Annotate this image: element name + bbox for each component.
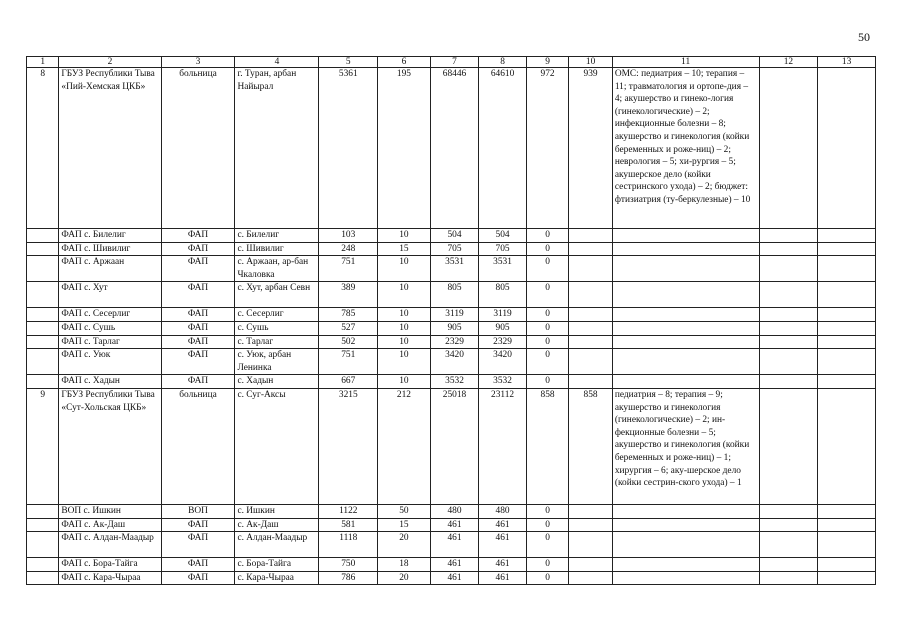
col-12-value	[759, 504, 818, 518]
col-6-value: 10	[378, 375, 431, 389]
col-8-value: 905	[479, 321, 527, 335]
col-12-value	[759, 335, 818, 349]
col-header: 12	[759, 57, 818, 68]
col-13-value	[818, 558, 876, 572]
population: 502	[319, 335, 378, 349]
col-6-value: 10	[378, 256, 431, 282]
col-9-value: 0	[526, 349, 569, 375]
facility-type: ФАП	[161, 242, 235, 256]
col-8-value: 461	[479, 518, 527, 532]
row-number	[27, 558, 59, 572]
table-row	[27, 388, 876, 504]
facility-name: ФАП с. Уюк	[59, 349, 161, 375]
facility-type: ФАП	[161, 335, 235, 349]
col-header: 4	[235, 57, 319, 68]
table-row	[27, 335, 876, 349]
address: с. Бора-Тайга	[235, 558, 319, 572]
col-12-value	[759, 68, 818, 229]
col-8-value: 805	[479, 282, 527, 308]
col-header: 9	[526, 57, 569, 68]
address: с. Шивилиг	[235, 242, 319, 256]
col-7-value: 3420	[430, 349, 479, 375]
facility-type: ФАП	[161, 282, 235, 308]
facility-name: ФАП с. Хут	[59, 282, 161, 308]
facility-name: ГБУЗ Республики Тыва «Пий-Хемская ЦКБ»	[59, 68, 161, 229]
facility-name: ФАП с. Кара-Чыраа	[59, 571, 161, 585]
col-6-value: 10	[378, 349, 431, 375]
row-number	[27, 518, 59, 532]
col-12-value	[759, 375, 818, 389]
address: с. Билелиг	[235, 229, 319, 243]
table-row	[27, 504, 876, 518]
facility-name: ФАП с. Билелиг	[59, 229, 161, 243]
address: с. Тарлаг	[235, 335, 319, 349]
col-6-value: 195	[378, 68, 431, 229]
col-6-value: 20	[378, 532, 431, 558]
facility-type: больница	[161, 388, 235, 504]
col-header: 1	[27, 57, 59, 68]
col-13-value	[818, 308, 876, 322]
population: 667	[319, 375, 378, 389]
address: с. Хут, арбан Севн	[235, 282, 319, 308]
col-12-value	[759, 388, 818, 504]
population: 1118	[319, 532, 378, 558]
facility-type: ФАП	[161, 321, 235, 335]
table-row	[27, 229, 876, 243]
facility-type: ФАП	[161, 349, 235, 375]
col-9-value: 0	[526, 375, 569, 389]
col-13-value	[818, 68, 876, 229]
col-header: 11	[612, 57, 759, 68]
col-13-value	[818, 375, 876, 389]
profile-notes	[612, 229, 759, 243]
col-10-value	[569, 504, 613, 518]
col-9-value: 0	[526, 229, 569, 243]
facility-name: ФАП с. Шивилиг	[59, 242, 161, 256]
col-8-value: 3532	[479, 375, 527, 389]
table-row	[27, 308, 876, 322]
population: 751	[319, 256, 378, 282]
col-8-value: 3119	[479, 308, 527, 322]
address: г. Туран, арбан Найырал	[235, 68, 319, 229]
profile-notes	[612, 558, 759, 572]
col-10-value	[569, 349, 613, 375]
facility-name: ФАП с. Ак-Даш	[59, 518, 161, 532]
profile-notes	[612, 571, 759, 585]
col-9-value: 0	[526, 242, 569, 256]
col-13-value	[818, 349, 876, 375]
population: 103	[319, 229, 378, 243]
table-row	[27, 571, 876, 585]
col-9-value: 972	[526, 68, 569, 229]
facilities-table	[26, 56, 876, 585]
col-10-value	[569, 518, 613, 532]
col-6-value: 10	[378, 229, 431, 243]
col-8-value: 705	[479, 242, 527, 256]
col-12-value	[759, 571, 818, 585]
table-row	[27, 321, 876, 335]
address: с. Ишкин	[235, 504, 319, 518]
col-7-value: 504	[430, 229, 479, 243]
col-7-value: 905	[430, 321, 479, 335]
table-row	[27, 282, 876, 308]
facility-type: ФАП	[161, 229, 235, 243]
col-13-value	[818, 335, 876, 349]
col-6-value: 15	[378, 518, 431, 532]
col-7-value: 705	[430, 242, 479, 256]
col-12-value	[759, 349, 818, 375]
facility-type: ФАП	[161, 256, 235, 282]
col-header: 10	[569, 57, 613, 68]
col-9-value: 0	[526, 282, 569, 308]
facility-type: ФАП	[161, 518, 235, 532]
col-12-value	[759, 558, 818, 572]
row-number	[27, 375, 59, 389]
table-row	[27, 375, 876, 389]
profile-notes	[612, 532, 759, 558]
col-13-value	[818, 282, 876, 308]
col-8-value: 461	[479, 558, 527, 572]
profile-notes	[612, 308, 759, 322]
address: с. Уюк, арбан Ленинка	[235, 349, 319, 375]
table-row	[27, 558, 876, 572]
col-8-value: 64610	[479, 68, 527, 229]
profile-notes	[612, 335, 759, 349]
col-7-value: 68446	[430, 68, 479, 229]
facility-name: ФАП с. Сесерлиг	[59, 308, 161, 322]
col-6-value: 212	[378, 388, 431, 504]
facility-name: ФАП с. Сушь	[59, 321, 161, 335]
facility-type: больница	[161, 68, 235, 229]
profile-notes: ОМС: педиатрия – 10; терапия – 11; травматология и ортопе-дия – 4; акушерство и гинеко-логия (гинекологические) – 2; инфекционные болезни – 8; акушерство и гинекология (койки беременных и роже-ниц) – 2; неврология – 5; хи-рургия – 5; акушерское дело (койки сестринского ухода) – 2; бюджет: фтизиатрия (ту-беркулезные) – 10	[612, 68, 759, 229]
col-8-value: 504	[479, 229, 527, 243]
facility-type: ФАП	[161, 375, 235, 389]
row-number	[27, 335, 59, 349]
population: 750	[319, 558, 378, 572]
col-10-value	[569, 335, 613, 349]
population: 581	[319, 518, 378, 532]
col-10-value	[569, 375, 613, 389]
population: 527	[319, 321, 378, 335]
col-7-value: 3531	[430, 256, 479, 282]
col-12-value	[759, 229, 818, 243]
table-row	[27, 518, 876, 532]
row-number	[27, 504, 59, 518]
col-9-value: 0	[526, 518, 569, 532]
column-number-row	[27, 57, 876, 68]
profile-notes	[612, 242, 759, 256]
col-8-value: 461	[479, 571, 527, 585]
facility-name: ВОП с. Ишкин	[59, 504, 161, 518]
row-number	[27, 256, 59, 282]
address: с. Суг-Аксы	[235, 388, 319, 504]
col-13-value	[818, 229, 876, 243]
col-12-value	[759, 518, 818, 532]
col-6-value: 10	[378, 335, 431, 349]
col-10-value	[569, 229, 613, 243]
facility-type: ФАП	[161, 558, 235, 572]
col-7-value: 2329	[430, 335, 479, 349]
facility-type: ВОП	[161, 504, 235, 518]
address: с. Алдан-Маадыр	[235, 532, 319, 558]
profile-notes	[612, 504, 759, 518]
population: 389	[319, 282, 378, 308]
col-10-value: 939	[569, 68, 613, 229]
population: 785	[319, 308, 378, 322]
col-6-value: 20	[378, 571, 431, 585]
col-10-value: 858	[569, 388, 613, 504]
row-number	[27, 321, 59, 335]
row-number: 8	[27, 68, 59, 229]
address: с. Аржаан, ар-бан Чкаловка	[235, 256, 319, 282]
address: с. Сушь	[235, 321, 319, 335]
table-row	[27, 349, 876, 375]
col-12-value	[759, 256, 818, 282]
facility-name: ФАП с. Тарлаг	[59, 335, 161, 349]
table-row	[27, 242, 876, 256]
row-number	[27, 282, 59, 308]
col-6-value: 10	[378, 282, 431, 308]
table-row	[27, 256, 876, 282]
col-6-value: 10	[378, 321, 431, 335]
col-10-value	[569, 558, 613, 572]
col-9-value: 0	[526, 504, 569, 518]
population: 786	[319, 571, 378, 585]
col-13-value	[818, 242, 876, 256]
col-8-value: 23112	[479, 388, 527, 504]
facility-name: ФАП с. Бора-Тайга	[59, 558, 161, 572]
col-13-value	[818, 532, 876, 558]
col-7-value: 25018	[430, 388, 479, 504]
col-9-value: 858	[526, 388, 569, 504]
col-6-value: 15	[378, 242, 431, 256]
col-7-value: 461	[430, 571, 479, 585]
page-number: 50	[858, 30, 870, 44]
col-13-value	[818, 321, 876, 335]
population: 751	[319, 349, 378, 375]
address: с. Кара-Чыраа	[235, 571, 319, 585]
profile-notes	[612, 256, 759, 282]
row-number	[27, 229, 59, 243]
col-9-value: 0	[526, 532, 569, 558]
address: с. Сесерлиг	[235, 308, 319, 322]
row-number	[27, 242, 59, 256]
col-10-value	[569, 532, 613, 558]
facility-name: ФАП с. Алдан-Маадыр	[59, 532, 161, 558]
col-header: 3	[161, 57, 235, 68]
population: 3215	[319, 388, 378, 504]
col-8-value: 480	[479, 504, 527, 518]
facility-name: ФАП с. Хадын	[59, 375, 161, 389]
profile-notes	[612, 518, 759, 532]
profile-notes: педиатрия – 8; терапия – 9; акушерство и гинекология (гинекологические) – 2; ин-фекционные болезни – 5; акушерство и гинекология (койки беременных и роже-ниц) – 1; хирургия – 6; аку-шерское дело (койки сестрин-ского ухода) – 1	[612, 388, 759, 504]
col-8-value: 461	[479, 532, 527, 558]
col-header: 8	[479, 57, 527, 68]
population: 5361	[319, 68, 378, 229]
col-8-value: 2329	[479, 335, 527, 349]
col-6-value: 10	[378, 308, 431, 322]
col-13-value	[818, 504, 876, 518]
col-12-value	[759, 242, 818, 256]
col-13-value	[818, 388, 876, 504]
col-12-value	[759, 321, 818, 335]
col-10-value	[569, 308, 613, 322]
facility-type: ФАП	[161, 571, 235, 585]
profile-notes	[612, 321, 759, 335]
address: с. Хадын	[235, 375, 319, 389]
col-header: 5	[319, 57, 378, 68]
col-7-value: 3119	[430, 308, 479, 322]
col-9-value: 0	[526, 335, 569, 349]
col-9-value: 0	[526, 256, 569, 282]
col-9-value: 0	[526, 321, 569, 335]
col-10-value	[569, 571, 613, 585]
profile-notes	[612, 282, 759, 308]
table-row	[27, 68, 876, 229]
table-row	[27, 532, 876, 558]
population: 1122	[319, 504, 378, 518]
facility-name: ФАП с. Аржаан	[59, 256, 161, 282]
facility-type: ФАП	[161, 532, 235, 558]
col-12-value	[759, 308, 818, 322]
col-header: 13	[818, 57, 876, 68]
col-8-value: 3420	[479, 349, 527, 375]
facility-name: ГБУЗ Республики Тыва «Сут-Хольская ЦКБ»	[59, 388, 161, 504]
row-number	[27, 308, 59, 322]
col-7-value: 461	[430, 532, 479, 558]
col-9-value: 0	[526, 308, 569, 322]
col-10-value	[569, 242, 613, 256]
col-7-value: 3532	[430, 375, 479, 389]
col-13-value	[818, 571, 876, 585]
profile-notes	[612, 349, 759, 375]
col-header: 2	[59, 57, 161, 68]
col-7-value: 461	[430, 558, 479, 572]
col-header: 6	[378, 57, 431, 68]
col-13-value	[818, 518, 876, 532]
col-7-value: 480	[430, 504, 479, 518]
col-header: 7	[430, 57, 479, 68]
profile-notes	[612, 375, 759, 389]
col-7-value: 461	[430, 518, 479, 532]
row-number: 9	[27, 388, 59, 504]
row-number	[27, 349, 59, 375]
facility-type: ФАП	[161, 308, 235, 322]
col-12-value	[759, 282, 818, 308]
col-9-value: 0	[526, 571, 569, 585]
col-10-value	[569, 282, 613, 308]
population: 248	[319, 242, 378, 256]
col-6-value: 50	[378, 504, 431, 518]
col-7-value: 805	[430, 282, 479, 308]
address: с. Ак-Даш	[235, 518, 319, 532]
col-13-value	[818, 256, 876, 282]
col-10-value	[569, 321, 613, 335]
col-12-value	[759, 532, 818, 558]
col-9-value: 0	[526, 558, 569, 572]
row-number	[27, 571, 59, 585]
col-10-value	[569, 256, 613, 282]
col-6-value: 18	[378, 558, 431, 572]
col-8-value: 3531	[479, 256, 527, 282]
row-number	[27, 532, 59, 558]
